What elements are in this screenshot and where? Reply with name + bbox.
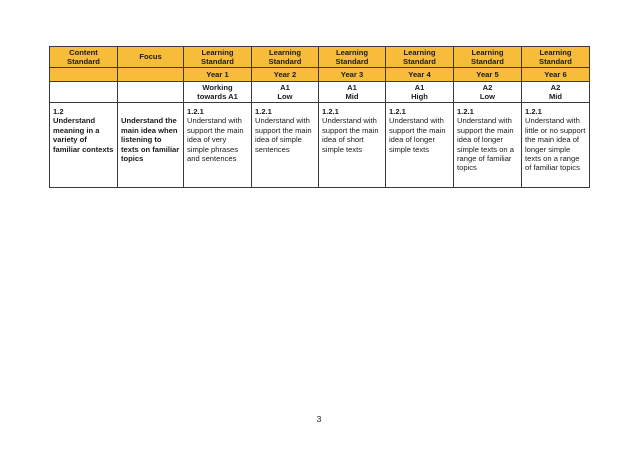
header-focus: Focus [118,47,184,68]
learning-standard-cell [522,103,590,188]
header-learning-standard: Learning Standard [184,47,252,68]
level-sub: Mid [345,92,359,101]
learning-standard-text: Understand with support the main idea of longer simple texts [389,116,446,154]
level-cell [252,82,319,103]
learning-standard-code: 1.2.1 [255,107,272,116]
learning-standard-cell [252,103,319,188]
focus-cell [118,103,184,188]
learning-standard-cell [386,103,454,188]
focus-text: Understand the main idea when listening to texts on familiar topics [121,116,180,164]
level-name: A1 [280,82,290,92]
level-cell [454,82,522,103]
year-row [50,68,590,82]
learning-standard-cell [184,103,252,188]
year-empty-cell [50,68,118,82]
level-cell [184,82,252,103]
level-row [50,82,590,103]
content-row [50,103,590,188]
level-cell [522,82,590,103]
level-name: A2 [482,82,493,92]
level-name: Working [202,82,233,92]
level-name: A1 [347,82,357,92]
level-empty-cell [118,82,184,103]
header-learning-standard: Learning Standard [386,47,454,68]
level-sub: High [411,92,428,101]
content-standard-text: Understand meaning in a variety of familiar contexts [53,116,114,154]
learning-standard-text: Understand with little or no support the main idea of longer simple texts on a range of familiar topics [525,116,586,173]
header-content-standard: Content Standard [50,47,118,68]
learning-standard-code: 1.2.1 [187,107,204,116]
level-cell [386,82,454,103]
year-cell: Year 3 [319,68,386,82]
standards-table [49,46,590,188]
header-learning-standard: Learning Standard [454,47,522,68]
header-learning-standard: Learning Standard [252,47,319,68]
learning-standard-text: Understand with support the main idea of very simple phrases and sentences [187,116,244,164]
level-sub: Low [277,92,293,101]
level-empty-cell [50,82,118,103]
learning-standard-text: Understand with support the main idea of short simple texts [322,116,379,154]
year-cell: Year 6 [522,68,590,82]
learning-standard-text: Understand with support the main idea of simple sentences [255,116,312,154]
content-standard-code: 1.2 [53,107,64,116]
learning-standard-code: 1.2.1 [525,107,542,116]
header-learning-standard: Learning Standard [522,47,590,68]
year-empty-cell [118,68,184,82]
level-sub: Low [479,92,496,101]
header-learning-standard: Learning Standard [319,47,386,68]
year-cell: Year 2 [252,68,319,82]
header-row [50,47,590,68]
year-cell: Year 4 [386,68,454,82]
learning-standard-cell [319,103,386,188]
level-sub: towards A1 [197,92,238,101]
page-number: 3 [316,414,322,424]
learning-standard-text: Understand with support the main idea of longer simple texts on a range of familiar topics [457,116,514,173]
level-name: A1 [414,82,425,92]
year-cell: Year 5 [454,68,522,82]
learning-standard-code: 1.2.1 [322,107,339,116]
level-sub: Mid [548,92,563,101]
year-cell: Year 1 [184,68,252,82]
learning-standard-cell [454,103,522,188]
learning-standard-code: 1.2.1 [389,107,406,116]
level-cell [319,82,386,103]
learning-standard-code: 1.2.1 [457,107,474,116]
content-standard-cell [50,103,118,188]
level-name: A2 [550,82,561,92]
